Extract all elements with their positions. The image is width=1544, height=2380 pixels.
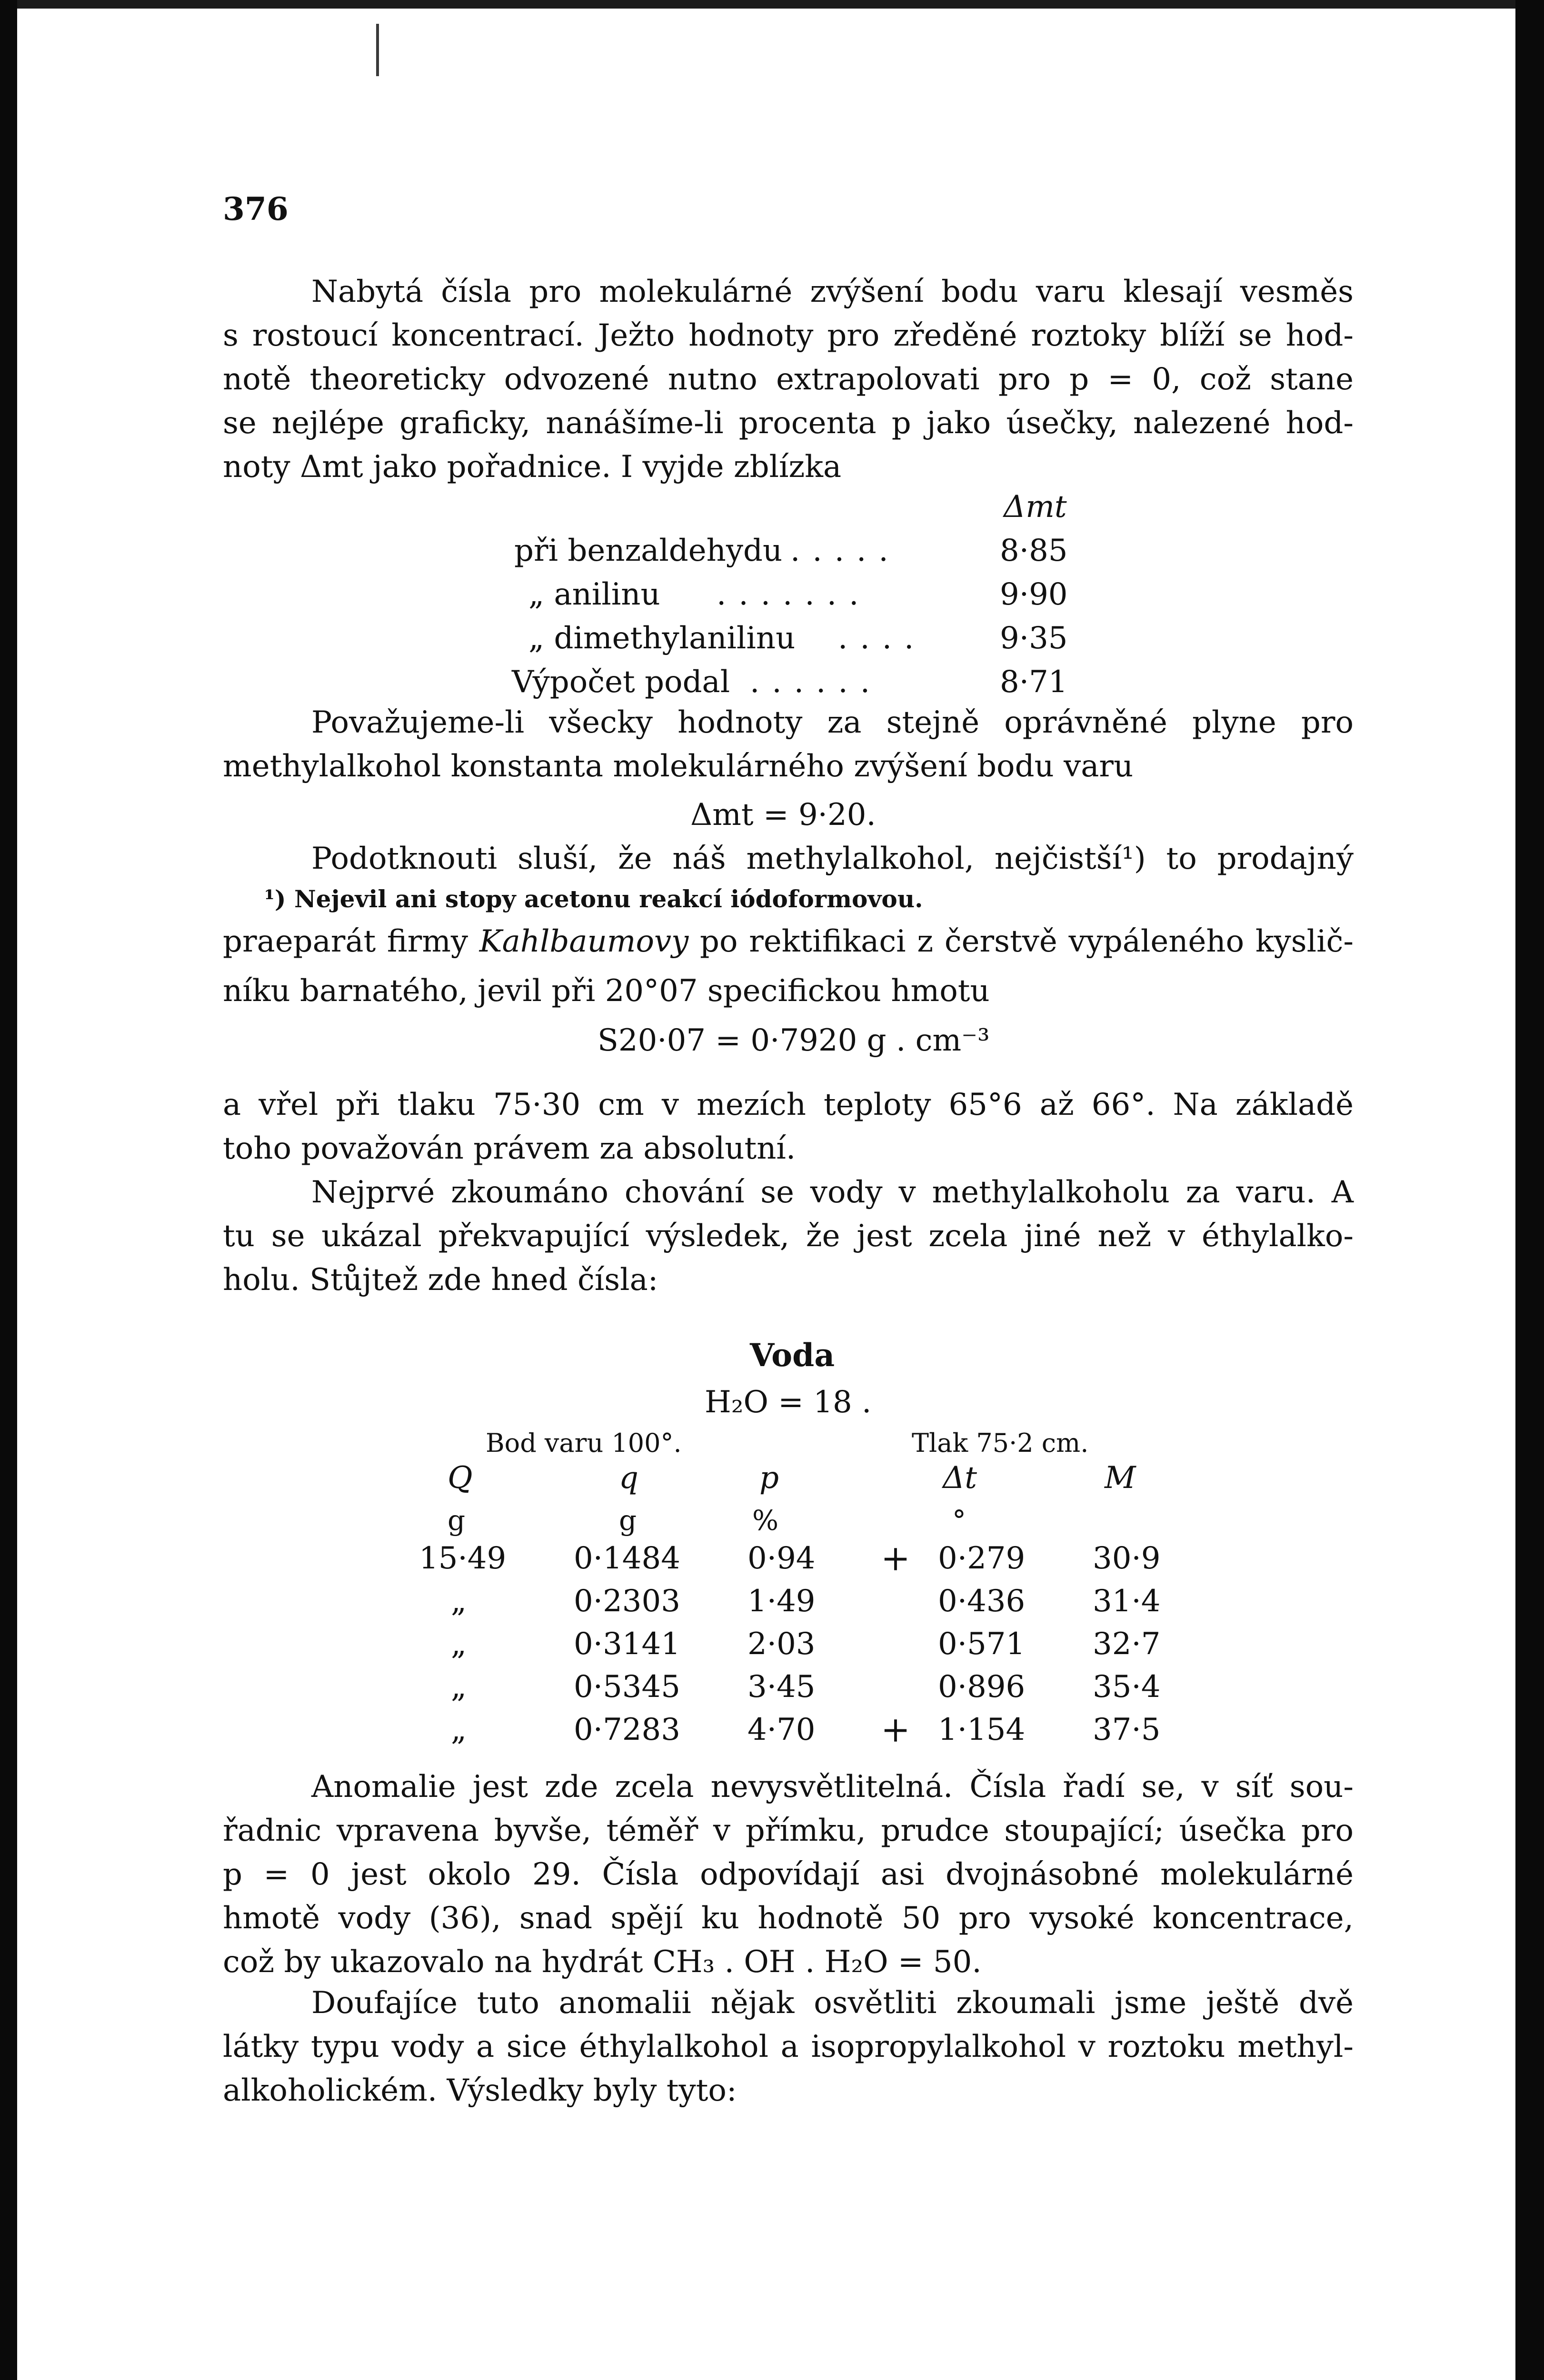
table-cell-Q: „ [450, 1669, 467, 1705]
list-label: při benzaldehydu [514, 533, 783, 568]
text-line: toho považován právem za absolutní. [223, 1131, 796, 1166]
table-caption-left: Bod varu 100°. [486, 1428, 682, 1458]
table-cell-dt: 0·436 [938, 1584, 1026, 1619]
text-line: řadnic vpravena byvše, téměř v přímku, prudce stoupající; úsečka pro [223, 1813, 1354, 1848]
table-cell-Q: „ [450, 1712, 467, 1747]
col-header-dt: Δt [943, 1460, 977, 1496]
col-unit-dt: ° [952, 1504, 966, 1537]
text-line: noty Δmt jako pořadnice. I vyjde zblízka [223, 449, 842, 485]
list-label: „ dimethylanilinu [528, 621, 796, 656]
text-line: holu. Stůjtež zde hned čísla: [223, 1262, 658, 1298]
text-line: Považujeme-li všecky hodnoty za stejně oprávněné plyne pro [311, 705, 1354, 740]
scan-border-right [1515, 0, 1544, 2380]
equation-specific-mass: S20·07 = 0·7920 g . cm⁻³ [598, 1023, 990, 1058]
text-line [223, 920, 1354, 963]
paragraph-2 [223, 701, 1354, 788]
list-label: „ anilinu [528, 577, 660, 612]
paragraph-1 [223, 270, 1354, 489]
text-fragment: po rektifikaci z čerstvě vypáleného kyslič- [700, 924, 1354, 959]
text-line: hmotě vody (36), snad spějí ku hodnotě 50 pro vysoké koncentrace, [223, 1901, 1354, 1936]
paragraph-5 [223, 1170, 1354, 1302]
paragraph-3 [223, 920, 1354, 1013]
text-line: p = 0 jest okolo 29. Čísla odpovídají asi dvojnásobné molekulárné [223, 1857, 1354, 1892]
scan-mark [376, 24, 379, 76]
text-line: s rostoucí koncentrací. Ježto hodnoty pro zředěné roztoky blíží se hod- [223, 318, 1354, 353]
scan-border-left [0, 0, 17, 2380]
text-fragment: praeparát firmy [223, 924, 468, 959]
table-cell-dt: 0·279 [938, 1541, 1026, 1576]
paragraph-4 [223, 1083, 1354, 1170]
text-line: alkoholickém. Výsledky byly tyto: [223, 2073, 737, 2108]
col-header-q: q [619, 1460, 638, 1496]
text-line: Anomalie jest zde zcela nevysvětlitelná. Čísla řadí se, v síť sou- [311, 1769, 1354, 1805]
list-value: 9·35 [1000, 621, 1068, 656]
col-unit-Q: g [448, 1504, 466, 1537]
table-cell-M: 30·9 [1093, 1541, 1161, 1576]
leader-dots: ..... [790, 533, 901, 568]
table-cell-q: 0·7283 [574, 1712, 680, 1747]
list-value: 8·71 [1000, 664, 1068, 700]
text-line: se nejlépe graficky, nanášíme-li procenta p jako úsečky, nalezené hod- [223, 406, 1354, 441]
table-cell-dt: 0·571 [938, 1626, 1026, 1662]
table-cell-p: 4·70 [747, 1712, 816, 1747]
table-cell-M: 32·7 [1093, 1626, 1161, 1662]
table-cell-p: 1·49 [747, 1584, 816, 1619]
footnote: ¹) Nejevil ani stopy acetonu reakcí iódoformovou. [264, 885, 923, 913]
list-value: 9·90 [1000, 577, 1068, 612]
text-line: níku barnatého, jevil při 20°07 specifickou hmotu [223, 973, 990, 1009]
table-cell-p: 2·03 [747, 1626, 816, 1662]
table-title: Voda [750, 1337, 835, 1374]
leader-dots: ....... [717, 577, 871, 612]
list-value: 8·85 [1000, 533, 1068, 568]
scan-border-top [0, 0, 1544, 9]
table-cell-Q: „ [450, 1584, 467, 1619]
table-cell-M: 37·5 [1093, 1712, 1161, 1747]
equation-delta-mt: Δmt = 9·20. [690, 797, 876, 833]
table-cell-q: 0·2303 [574, 1584, 680, 1619]
table-cell-q: 0·1484 [574, 1541, 680, 1576]
col-header-Q: Q [448, 1460, 473, 1496]
paragraph-3-line-1 [223, 837, 1354, 881]
firm-name: Kahlbaumovy [479, 924, 689, 959]
leader-dots: ...... [750, 664, 883, 700]
text-line: methylalkohol konstanta molekulárného zvýšení bodu varu [223, 749, 1134, 784]
col-unit-q: g [619, 1504, 637, 1537]
table-cell-M: 35·4 [1093, 1669, 1161, 1705]
paragraph-7 [223, 1981, 1354, 2112]
table-cell-q: 0·5345 [574, 1669, 680, 1705]
text-line: Podotknouti sluší, že náš methylalkohol, nejčistší¹) to prodajný [311, 841, 1354, 876]
table-cell-M: 31·4 [1093, 1584, 1161, 1619]
list-label: Výpočet podal [512, 664, 730, 700]
page-number: 376 [223, 190, 289, 228]
col-header-p: p [759, 1460, 779, 1496]
col-unit-p: % [752, 1504, 779, 1537]
text-line: Doufajíce tuto anomalii nějak osvětliti zkoumali jsme ještě dvě [311, 1985, 1354, 2021]
text-line: notě theoreticky odvozené nutno extrapolovati pro p = 0, což stane [223, 362, 1354, 397]
table-cell-sign: + [881, 1538, 911, 1579]
table-cell-sign: + [881, 1709, 911, 1750]
table-cell-Q: „ [450, 1626, 467, 1662]
table-cell-dt: 0·896 [938, 1669, 1026, 1705]
table-cell-p: 0·94 [747, 1541, 816, 1576]
table-caption-right: Tlak 75·2 cm. [912, 1428, 1089, 1458]
table-cell-Q: 15·49 [419, 1541, 507, 1576]
table-formula: H₂O = 18 . [705, 1385, 872, 1420]
text-line: což by ukazovalo na hydrát CH₃ . OH . H₂O = 50. [223, 1944, 982, 1980]
paragraph-6 [223, 1765, 1354, 1984]
text-line: látky typu vody a sice éthylalkohol a isopropylalkohol v roztoku methyl- [223, 2029, 1354, 2064]
table-cell-p: 3·45 [747, 1669, 816, 1705]
text-line: tu se ukázal překvapující výsledek, že jest zcela jiné než v éthylalko- [223, 1219, 1354, 1254]
col-header-M: M [1105, 1460, 1136, 1496]
text-line: Nabytá čísla pro molekulárné zvýšení bodu varu klesají vesměs [311, 274, 1354, 309]
list-header-delta: Δmt [1004, 489, 1067, 525]
leader-dots: .... [838, 621, 926, 656]
table-cell-q: 0·3141 [574, 1626, 680, 1662]
text-line: Nejprvé zkoumáno chování se vody v methylalkoholu za varu. A [311, 1175, 1354, 1210]
table-cell-dt: 1·154 [938, 1712, 1026, 1747]
text-line: a vřel při tlaku 75·30 cm v mezích teploty 65°6 až 66°. Na základě [223, 1087, 1354, 1122]
